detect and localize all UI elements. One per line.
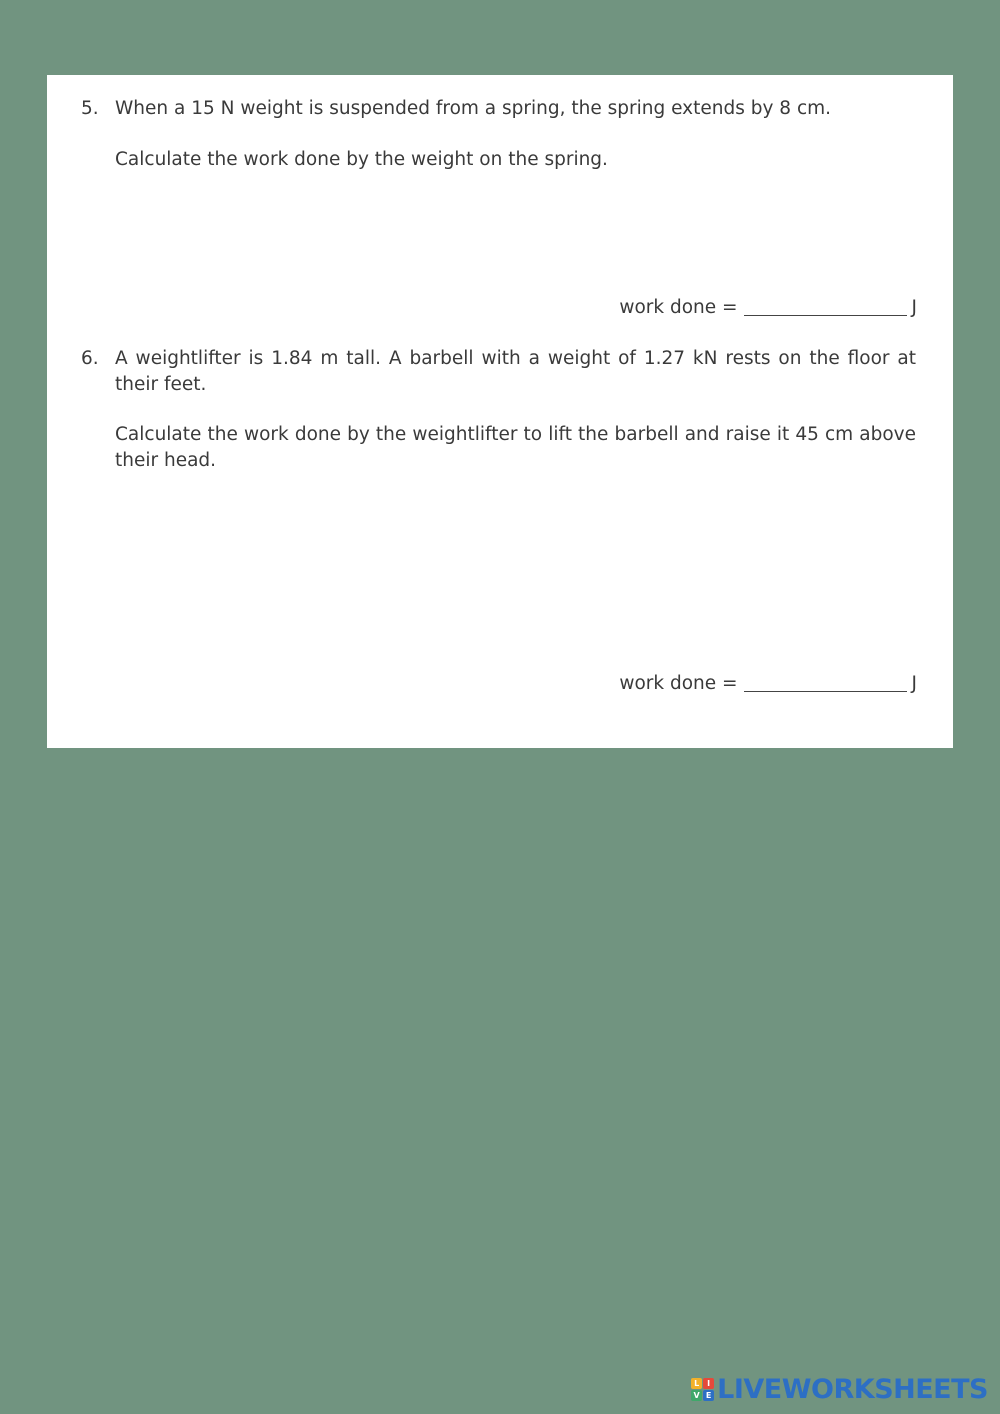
question-6 <box>81 346 916 473</box>
question-instruction: Calculate the work done by the weight on the spring. <box>115 148 608 170</box>
question-instruction: Calculate the work done by the weightlifter to lift the barbell and raise it 45 cm above their head. <box>115 424 916 471</box>
brand-name: LIVEWORKSHEETS <box>717 1373 988 1405</box>
answer-line-6 <box>619 671 917 696</box>
question-number: 6. <box>81 348 99 369</box>
question-number: 5. <box>81 98 99 119</box>
answer-unit: J <box>911 673 917 694</box>
answer-blank-input[interactable] <box>744 690 907 692</box>
worksheet-page <box>47 75 953 748</box>
answer-label: work done = <box>619 297 738 318</box>
question-body <box>115 96 916 172</box>
answer-blank-input[interactable] <box>744 314 907 316</box>
question-text: When a 15 N weight is suspended from a spring, the spring extends by 8 cm. <box>115 98 832 119</box>
logo-letter-v: V <box>691 1390 702 1401</box>
question-text: A weightlifter is 1.84 m tall. A barbell with a weight of 1.27 kN rests on the floor at their feet. <box>115 348 916 395</box>
logo-letter-e: E <box>703 1390 714 1401</box>
liveworksheets-brand[interactable] <box>691 1372 988 1406</box>
answer-unit: J <box>911 297 917 318</box>
question-body <box>115 346 916 473</box>
answer-line-5 <box>619 295 917 320</box>
answer-label: work done = <box>619 673 738 694</box>
question-5 <box>81 96 916 172</box>
liveworksheets-logo-icon <box>691 1378 714 1401</box>
logo-letter-i: I <box>703 1378 714 1389</box>
logo-letter-l: L <box>691 1378 702 1389</box>
